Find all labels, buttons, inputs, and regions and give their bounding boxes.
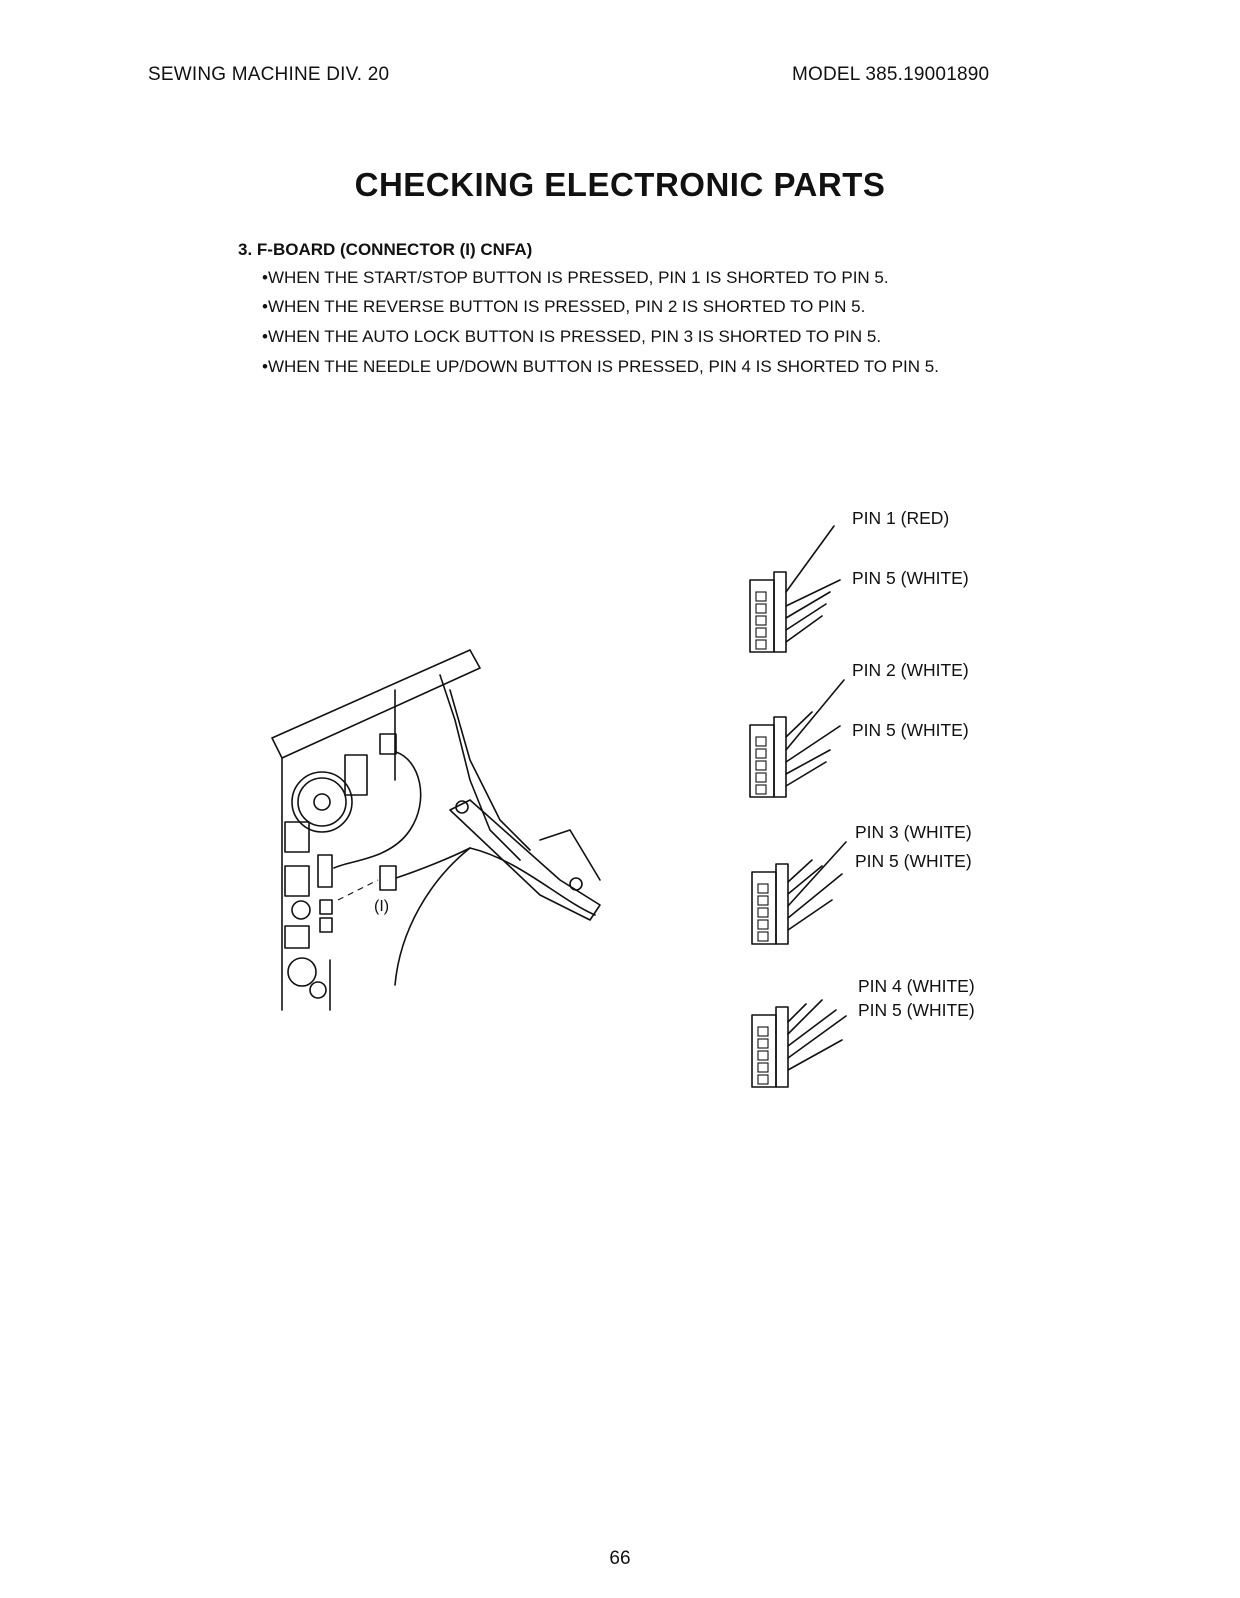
connector-pin1-pin5 <box>750 526 840 652</box>
cable-harness <box>334 752 595 985</box>
gear-wheel <box>292 772 352 832</box>
connector3-pin-b-label: PIN 5 (WHITE) <box>855 851 972 871</box>
connector2-pin-b-label: PIN 5 (WHITE) <box>852 720 969 740</box>
connector4-pin-a-label: PIN 4 (WHITE) <box>858 976 975 996</box>
instruction-line: •WHEN THE AUTO LOCK BUTTON IS PRESSED, PIN 3 IS SHORTED TO PIN 5. <box>262 327 882 346</box>
connector-pin2-pin5 <box>750 680 844 797</box>
section-heading: 3. F-BOARD (CONNECTOR (I) CNFA) <box>238 240 533 259</box>
instruction-line: •WHEN THE REVERSE BUTTON IS PRESSED, PIN 2 IS SHORTED TO PIN 5. <box>262 297 866 316</box>
connector1-pin-a-label: PIN 1 (RED) <box>852 508 950 528</box>
instruction-line: •WHEN THE START/STOP BUTTON IS PRESSED, PIN 1 IS SHORTED TO PIN 5. <box>262 268 889 287</box>
instruction-line: •WHEN THE NEEDLE UP/DOWN BUTTON IS PRESSED, PIN 4 IS SHORTED TO PIN 5. <box>262 357 939 376</box>
connector-pin4-pin5 <box>752 1000 846 1087</box>
lever-arm <box>450 800 600 920</box>
header-model: MODEL 385.19001890 <box>792 64 990 85</box>
connector3-pin-a-label: PIN 3 (WHITE) <box>855 822 972 842</box>
connector-i-label: (I) <box>374 898 390 915</box>
header-division: SEWING MACHINE DIV. 20 <box>148 64 390 85</box>
connector-pin3-pin5 <box>752 842 846 944</box>
page-title: CHECKING ELECTRONIC PARTS <box>354 166 886 203</box>
connector4-pin-b-label: PIN 5 (WHITE) <box>858 1000 975 1020</box>
connector2-pin-a-label: PIN 2 (WHITE) <box>852 660 969 680</box>
connector1-pin-b-label: PIN 5 (WHITE) <box>852 568 969 588</box>
page-number: 66 <box>609 1548 631 1569</box>
